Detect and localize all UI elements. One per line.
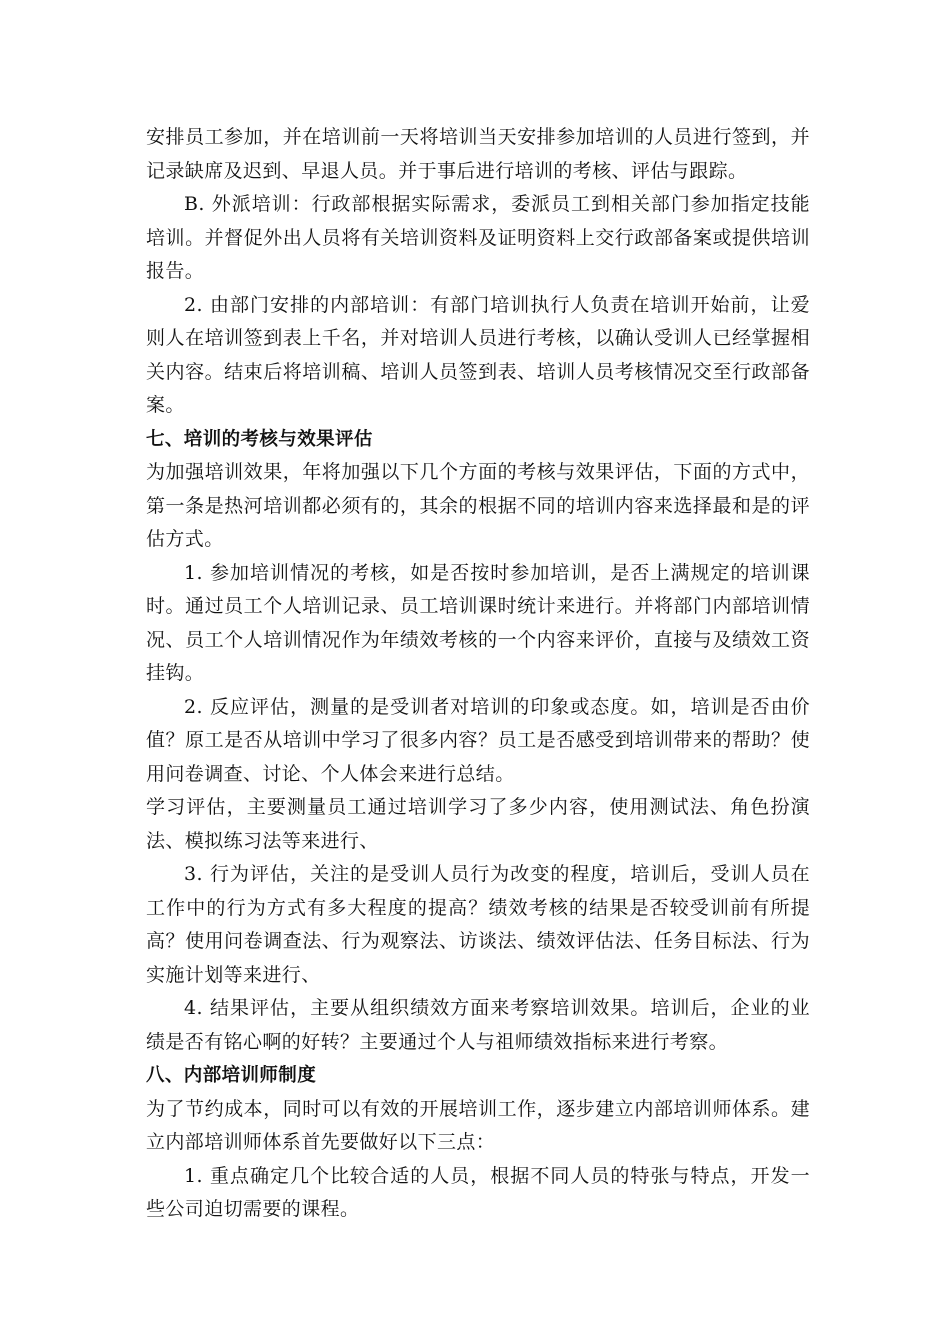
- paragraph-trainer-selection: 1. 重点确定几个比较合适的人员，根据不同人员的特张与特点，开发一些公司迫切需要的课程。: [146, 1164, 810, 1220]
- paragraph-reaction-evaluation: 2. 反应评估，测量的是受训者对培训的印象或态度。如，培训是否由价值？原工是否从培训中学习了很多内容？员工是否感受到培训带来的帮助？使用问卷调查、讨论、个人体会来进行总结。: [146, 695, 810, 785]
- document-body: [146, 121, 810, 1227]
- paragraph-attendance-assessment: 1. 参加培训情况的考核，如是否按时参加培训，是否上满规定的培训课时。通过员工个人培训记录、员工培训课时统计来进行。并将部门内部培训情况、员工个人培训情况作为年绩效考核的一个内容来评价，直接与及绩效工资挂钩。: [146, 561, 810, 684]
- paragraph-behavior-evaluation: 3. 行为评估，关注的是受训人员行为改变的程度，培训后，受训人员在工作中的行为方式有多大程度的提高？绩效考核的结果是否较受训前有所提高？使用问卷调查法、行为观察法、访谈法、绩效评估法、任务目标法、行为实施计划等来进行、: [146, 863, 810, 986]
- paragraph-assessment-intro: 为加强培训效果，年将加强以下几个方面的考核与效果评估，下面的方式中，第一条是热河培训都必须有的，其余的根据不同的培训内容来选择最和是的评估方式。: [146, 461, 810, 550]
- paragraph-results-evaluation: 4. 结果评估，主要从组织绩效方面来考察培训效果。培训后，企业的业绩是否有铭心啊的好转？主要通过个人与祖师绩效指标来进行考察。: [146, 997, 810, 1053]
- paragraph-attendance-tracking: 安排员工参加，并在培训前一天将培训当天安排参加培训的人员进行签到，并记录缺席及迟到、早退人员。并于事后进行培训的考核、评估与跟踪。: [146, 126, 810, 182]
- section-heading-internal-trainer: 八、内部培训师制度: [146, 1065, 317, 1086]
- section-heading-assessment: 七、培训的考核与效果评估: [146, 428, 373, 450]
- paragraph-external-training: B. 外派培训：行政部根据实际需求，委派员工到相关部门参加指定技能培训。并督促外出人员将有关培训资料及证明资料上交行政部备案或提供培训报告。: [146, 193, 810, 282]
- paragraph-learning-evaluation: 学习评估，主要测量员工通过培训学习了多少内容，使用测试法、角色扮演法、模拟练习法等来进行、: [146, 796, 810, 852]
- paragraph-department-training: 2. 由部门安排的内部培训：有部门培训执行人负责在培训开始前，让爱则人在培训签到表上千名，并对培训人员进行考核，以确认受训人已经掌握相关内容。结束后将培训稿、培训人员签到表、培训人员考核情况交至行政部备案。: [146, 293, 810, 416]
- paragraph-trainer-intro: 为了节约成本，同时可以有效的开展培训工作，逐步建立内部培训师体系。建立内部培训师体系首先要做好以下三点：: [146, 1097, 810, 1153]
